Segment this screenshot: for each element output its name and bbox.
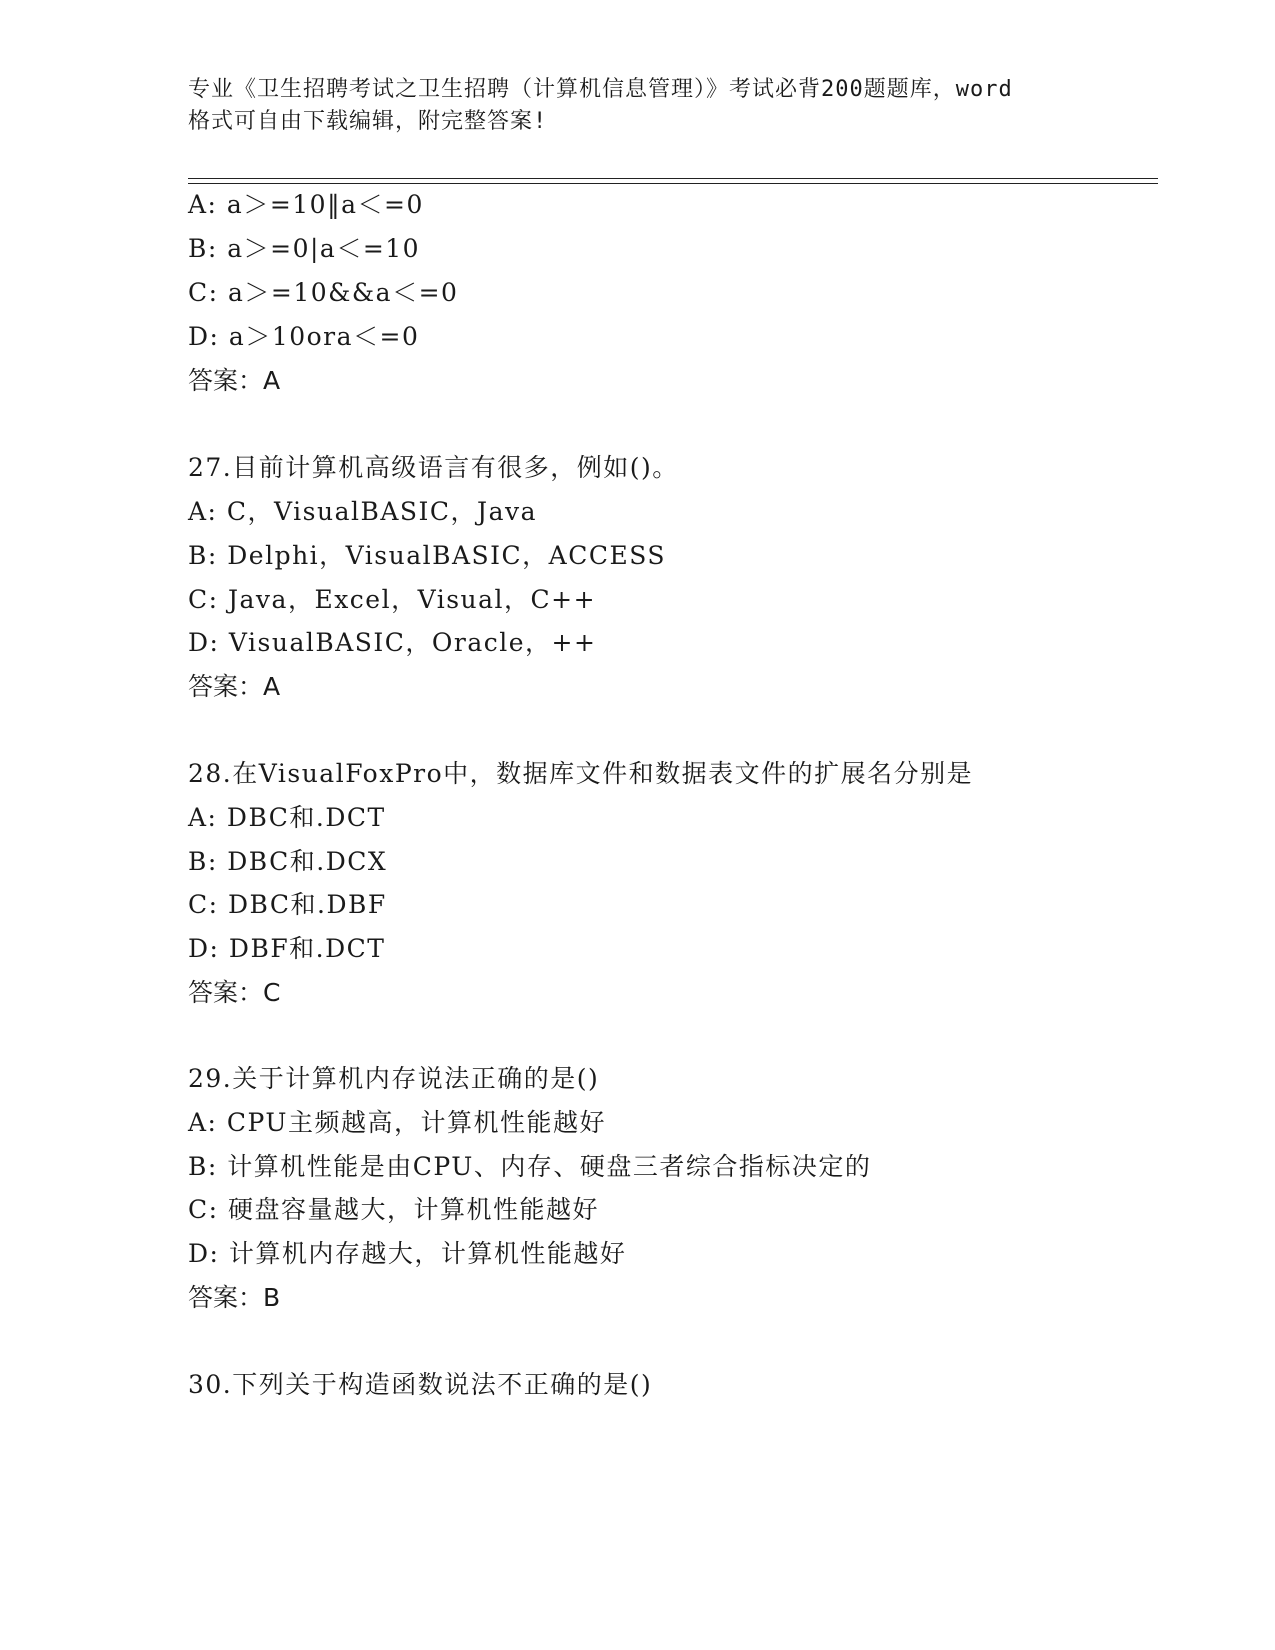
q27-option-b: B: Delphi，VisualBASIC，ACCESS — [188, 541, 667, 570]
q29-answer: 答案：B — [188, 1283, 281, 1312]
header-divider-bottom — [188, 183, 1158, 184]
document-header — [188, 74, 1108, 138]
header-line-2: 格式可自由下载编辑，附完整答案! — [188, 109, 548, 134]
q29-option-d: D: 计算机内存越大，计算机性能越好 — [188, 1239, 627, 1268]
q26-option-c: C: a＞=10&&a＜=0 — [188, 278, 459, 307]
q29-option-b: B: 计算机性能是由CPU、内存、硬盘三者综合指标决定的 — [188, 1152, 872, 1181]
q27-answer: 答案：A — [188, 672, 281, 701]
q29-question: 29.关于计算机内存说法正确的是() — [188, 1064, 600, 1093]
q27-option-d: D: VisualBASIC，Oracle，++ — [188, 628, 597, 657]
q28-answer: 答案：C — [188, 978, 281, 1007]
q30-question: 30.下列关于构造函数说法不正确的是() — [188, 1370, 653, 1399]
q29-option-c: C: 硬盘容量越大，计算机性能越好 — [188, 1195, 599, 1224]
header-line-1: 专业《卫生招聘考试之卫生招聘（计算机信息管理）》考试必背200题题库，word — [188, 77, 1013, 102]
q26-option-a: A: a＞=10‖a＜=0 — [188, 190, 424, 219]
q28-option-c: C: DBC和.DBF — [188, 890, 387, 919]
q28-option-b: B: DBC和.DCX — [188, 847, 388, 876]
q27-option-a: A: C，VisualBASIC，Java — [188, 497, 538, 526]
q28-question: 28.在VisualFoxPro中，数据库文件和数据表文件的扩展名分别是 — [188, 759, 974, 788]
q28-option-d: D: DBF和.DCT — [188, 934, 386, 963]
q27-option-c: C: Java，Excel，Visual，C++ — [188, 585, 597, 614]
q26-option-b: B: a＞=0|a＜=10 — [188, 234, 421, 263]
header-divider-top — [188, 178, 1158, 179]
q28-option-a: A: DBC和.DCT — [188, 803, 386, 832]
q26-answer: 答案：A — [188, 366, 281, 395]
q29-option-a: A: CPU主频越高，计算机性能越好 — [188, 1108, 607, 1137]
q27-question: 27.目前计算机高级语言有很多，例如()。 — [188, 453, 679, 482]
q26-option-d: D: a＞10ora＜=0 — [188, 322, 420, 351]
